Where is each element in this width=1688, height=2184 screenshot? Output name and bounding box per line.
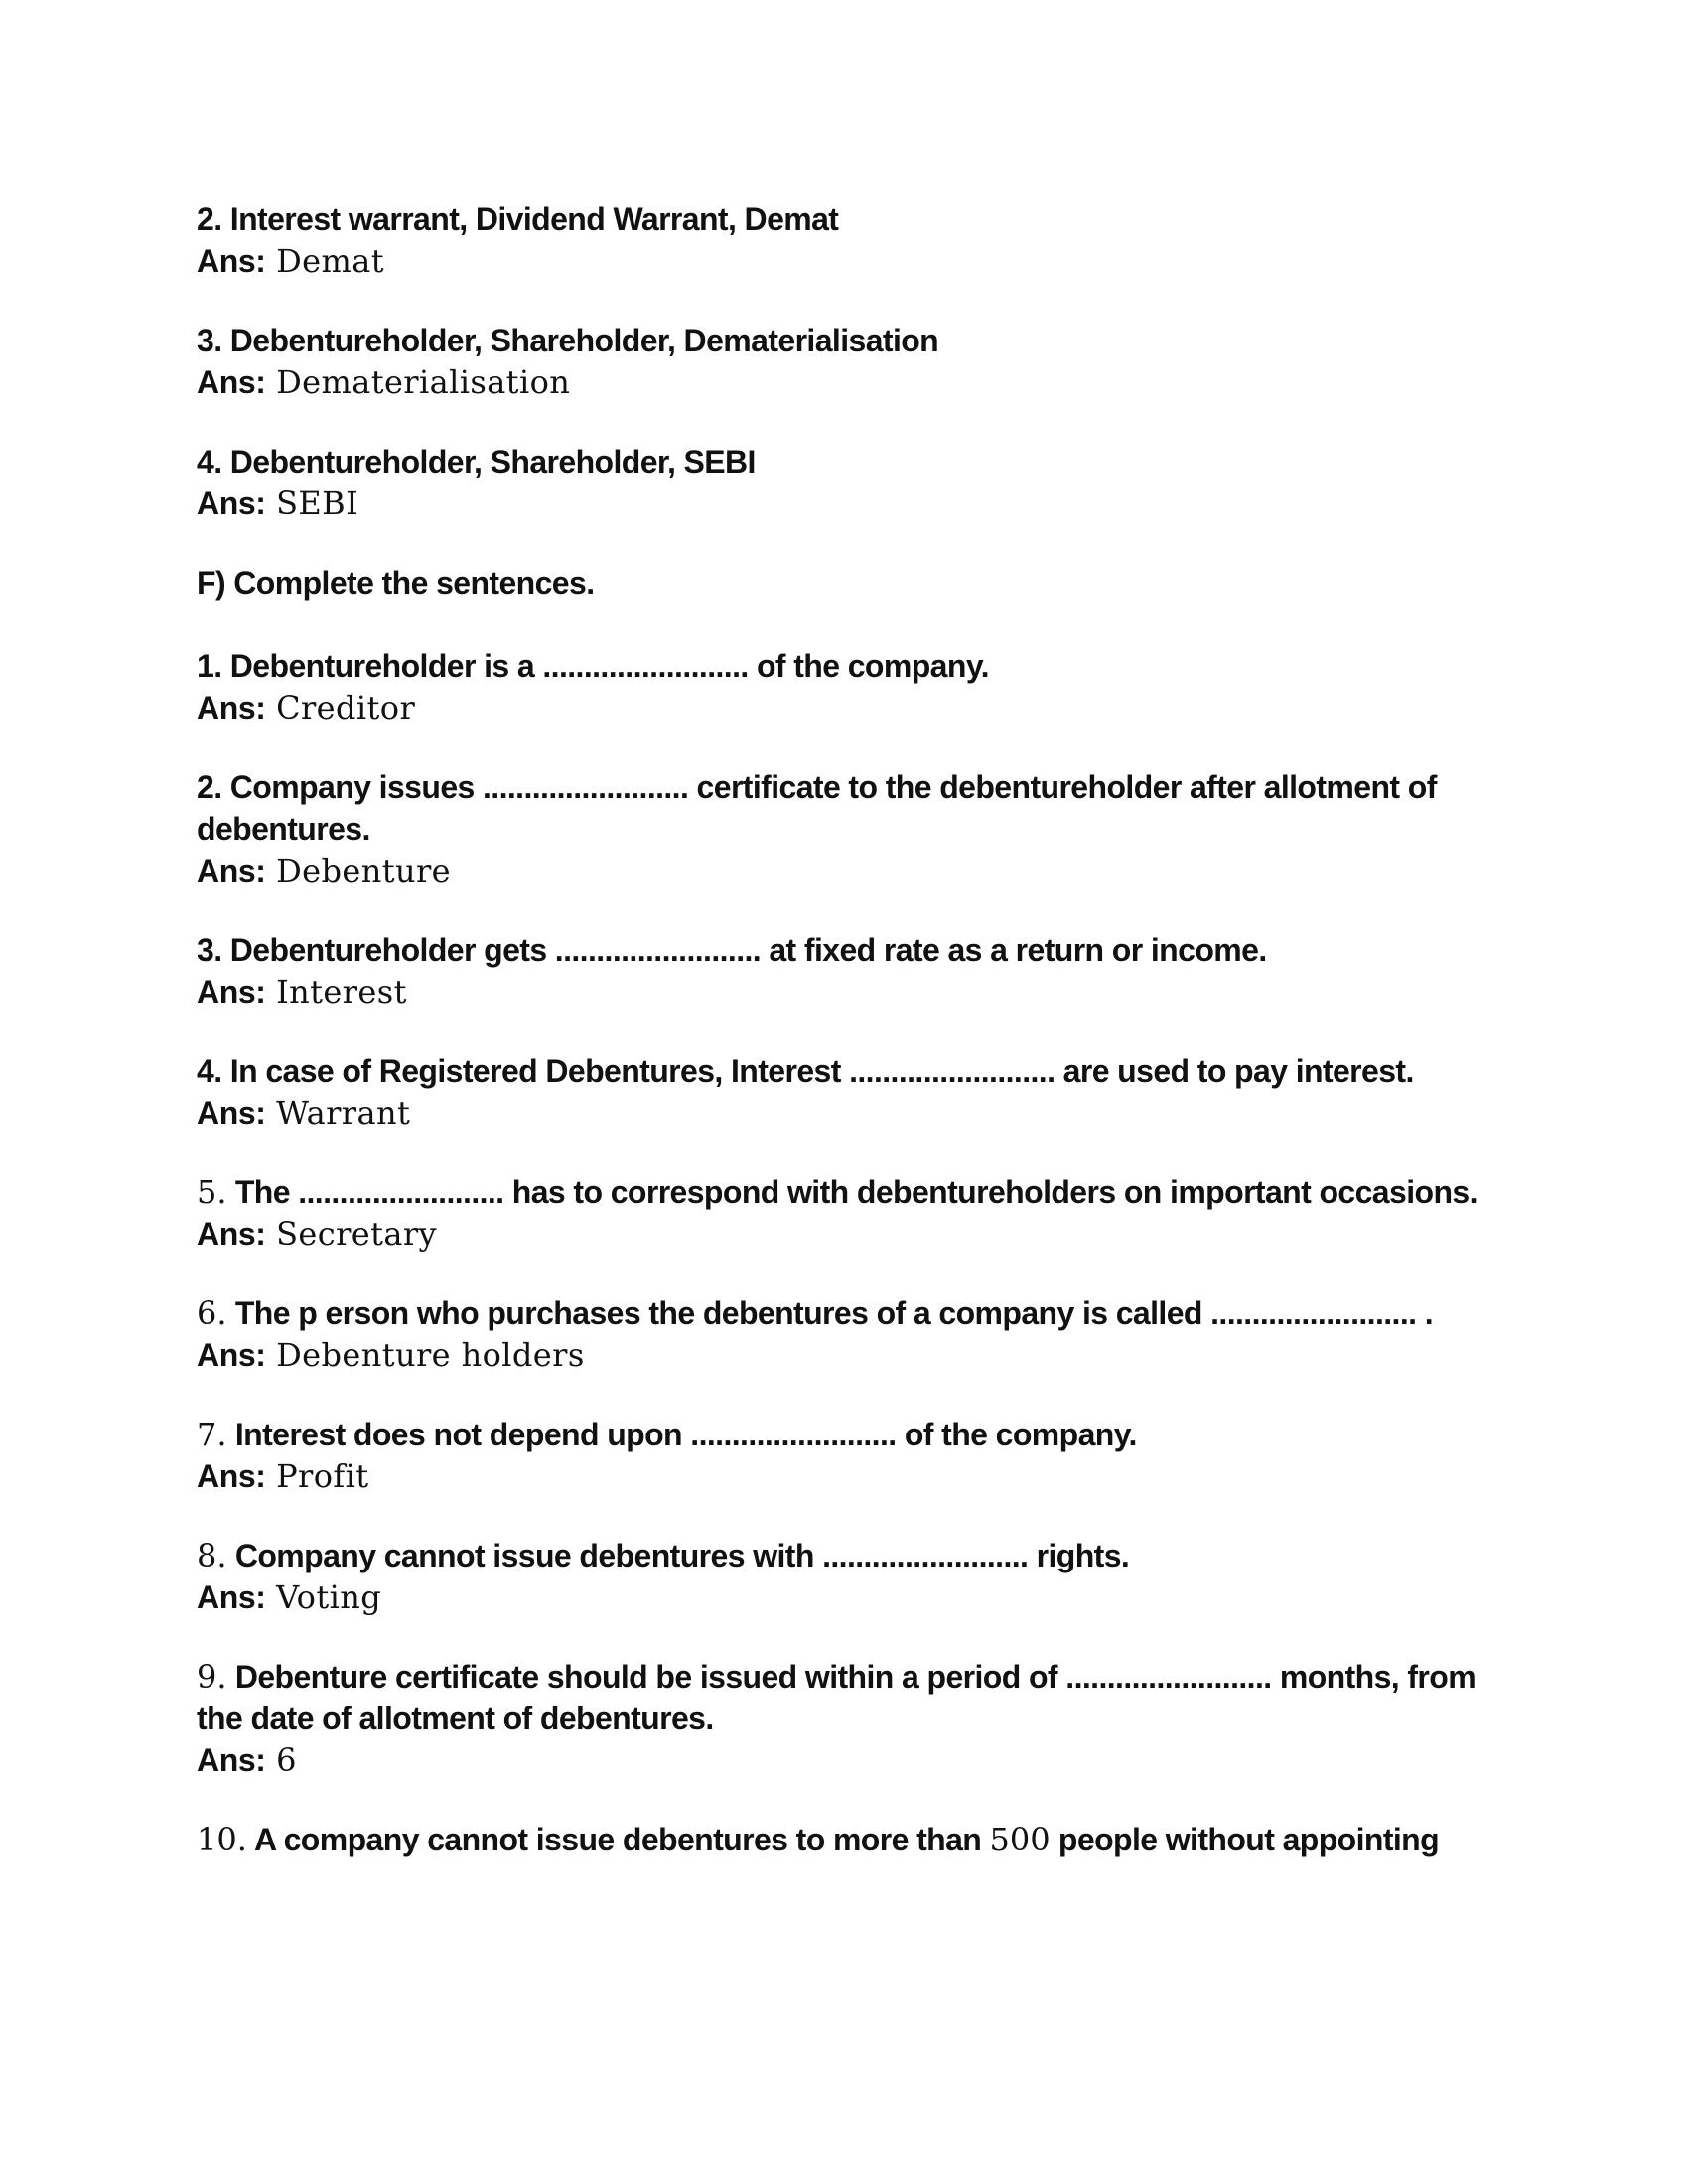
answer-text: Debenture holders xyxy=(276,1336,585,1374)
answer-line xyxy=(197,1213,1507,1255)
answer-line xyxy=(197,1455,1507,1497)
question-item xyxy=(197,1819,1507,1860)
answer-line xyxy=(197,1576,1507,1618)
question-body: Debenture certificate should be issued within a period of ......................... months, from the date of allotment of debentures. xyxy=(197,1659,1477,1736)
question-item xyxy=(197,1656,1507,1781)
question-text xyxy=(197,1819,1507,1860)
answer-label: Ans: xyxy=(197,243,266,279)
question-number: 4. xyxy=(197,1053,222,1089)
section-heading: F) Complete the sentences. xyxy=(197,565,595,601)
answer-text: Debenture xyxy=(276,852,452,889)
question-text xyxy=(197,1414,1507,1455)
question-body: Company issues ......................... certificate to the debentureholder after allotment of debentures. xyxy=(197,769,1437,847)
question-number: 3. xyxy=(197,932,222,968)
question-number: 7. xyxy=(197,1416,227,1453)
question-number: 10. xyxy=(197,1821,247,1858)
answer-line xyxy=(197,971,1507,1013)
question-number: 8. xyxy=(197,1537,227,1574)
question-item xyxy=(197,1535,1507,1618)
question-number: 1. xyxy=(197,648,222,684)
answer-line xyxy=(197,1092,1507,1134)
answer-line xyxy=(197,1334,1507,1376)
question-item xyxy=(197,441,1507,524)
answer-label: Ans: xyxy=(197,1742,266,1778)
question-item xyxy=(197,1050,1507,1134)
answer-label: Ans: xyxy=(197,1216,266,1252)
question-text xyxy=(197,1050,1507,1092)
answer-text: SEBI xyxy=(276,484,359,522)
question-item xyxy=(197,199,1507,282)
document-page xyxy=(197,199,1507,1898)
question-body-end: people without appointing xyxy=(1057,1822,1440,1857)
question-number: 2. xyxy=(197,769,222,805)
question-text xyxy=(197,1535,1507,1576)
answer-label: Ans: xyxy=(197,1337,266,1373)
question-text: 2. Interest warrant, Dividend Warrant, Demat xyxy=(197,202,839,237)
question-item xyxy=(197,766,1507,891)
question-inline-number: 500 xyxy=(989,1821,1051,1858)
answer-line xyxy=(197,850,1507,891)
answer-label: Ans: xyxy=(197,690,266,726)
answer-text: Voting xyxy=(276,1578,382,1616)
question-body: Debentureholder is a ......................... of the company. xyxy=(229,648,989,684)
question-item xyxy=(197,645,1507,729)
answer-text: Warrant xyxy=(276,1094,411,1132)
answer-line xyxy=(197,361,1507,403)
answer-label: Ans: xyxy=(197,485,266,521)
answer-label: Ans: xyxy=(197,853,266,888)
question-number: 9. xyxy=(197,1658,227,1696)
answer-label: Ans: xyxy=(197,974,266,1010)
answer-text: Demat xyxy=(276,242,384,280)
question-body: The ......................... has to correspond with debentureholders on important occasions. xyxy=(234,1174,1477,1210)
answer-line xyxy=(197,687,1507,729)
question-text xyxy=(197,766,1507,850)
question-item xyxy=(197,1414,1507,1497)
question-number: 5. xyxy=(197,1173,227,1211)
answer-line xyxy=(197,1739,1507,1781)
question-item xyxy=(197,1293,1507,1376)
answer-label: Ans: xyxy=(197,364,266,400)
answer-label: Ans: xyxy=(197,1458,266,1494)
question-text xyxy=(197,929,1507,971)
question-item xyxy=(197,929,1507,1013)
question-item xyxy=(197,320,1507,403)
question-text xyxy=(197,1656,1507,1739)
answer-text: Interest xyxy=(276,973,407,1011)
question-body: Company cannot issue debentures with ......................... rights. xyxy=(234,1538,1130,1573)
answer-text: Dematerialisation xyxy=(276,363,571,401)
answer-label: Ans: xyxy=(197,1095,266,1131)
question-body: Interest does not depend upon ......................... of the company. xyxy=(234,1417,1137,1452)
question-body: Debentureholder gets ......................... at fixed rate as a return or income. xyxy=(229,932,1267,968)
question-number: 6. xyxy=(197,1295,227,1332)
question-body: The p erson who purchases the debentures of a company is called ......................... . xyxy=(234,1296,1433,1331)
answer-line xyxy=(197,482,1507,524)
question-text xyxy=(197,645,1507,687)
question-body: In case of Registered Debentures, Interest ......................... are used to pay interest. xyxy=(229,1053,1414,1089)
answer-text: Creditor xyxy=(276,689,416,727)
question-item xyxy=(197,1171,1507,1255)
answer-line xyxy=(197,240,1507,282)
answer-label: Ans: xyxy=(197,1579,266,1615)
question-text xyxy=(197,1171,1507,1213)
answer-text: Secretary xyxy=(276,1215,438,1253)
question-text xyxy=(197,1293,1507,1334)
question-text: 3. Debentureholder, Shareholder, Dematerialisation xyxy=(197,323,939,358)
question-text: 4. Debentureholder, Shareholder, SEBI xyxy=(197,444,756,479)
question-body-start: A company cannot issue debentures to more than xyxy=(254,1822,982,1857)
answer-text: Profit xyxy=(276,1457,369,1495)
answer-text: 6 xyxy=(276,1741,297,1779)
